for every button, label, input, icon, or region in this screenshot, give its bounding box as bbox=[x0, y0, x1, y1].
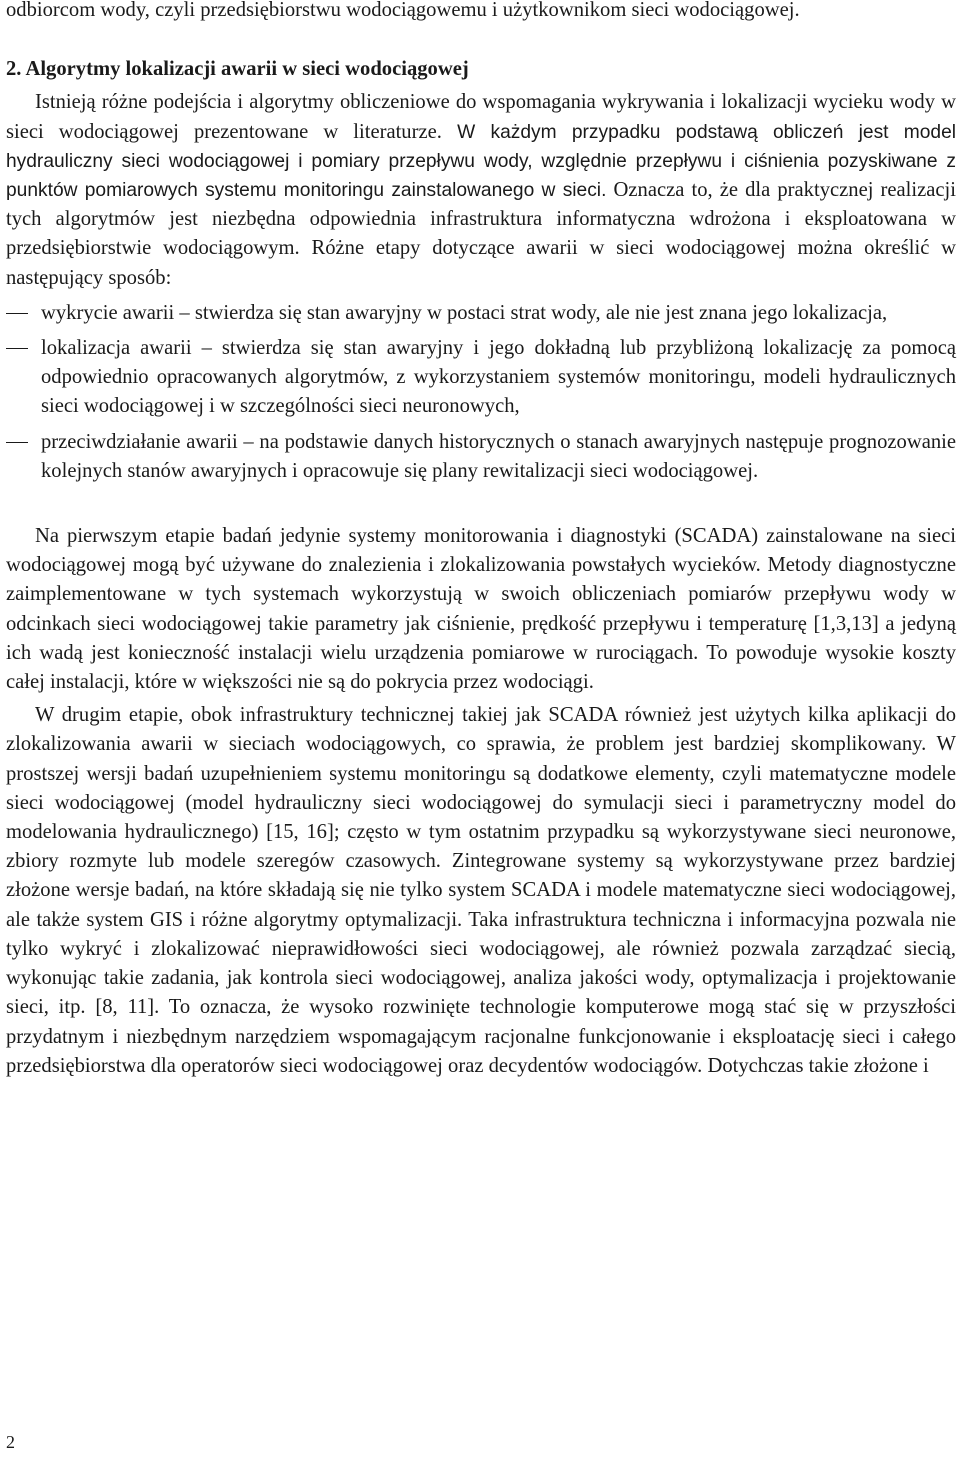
dash-bullet-icon bbox=[6, 442, 28, 443]
paragraph-first-stage: Na pierwszym etapie badań jedynie systemy monitorowania i diagnostyki (SCADA) zainstalowane na sieci wodociągowej mogą być używane do znalezienia i zlokalizowania powstałych wycieków. Metody diagnostyczne zaimplementowane w tych systemach wykorzystują w swoich obliczeniach pomiarów przepływu wody w odcinkach sieci wodociągowej takie parametry jak ciśnienie, prędkość przepływu i temperaturę [1,3,13] a jedyną ich wadą jest konieczność instalacji wielu urządzenia pomiarowe w rurociągach. To powoduje wysokie koszty całej instalacji, które w większości nie są do pokrycia przez wodociągi. bbox=[6, 525, 956, 694]
paragraph-second-stage: W drugim etapie, obok infrastruktury technicznej takiej jak SCADA również jest użytych kilka aplikacji do zlokalizowania awarii w sieciach wodociągowych, co sprawia, że problem jest bardziej skomplikowany. W prostszej wersji badań uzupełnieniem systemu monitoringu są dodatkowe elementy, czyli matematyczne modele sieci wodociągowej (model hydrauliczny sieci wodociągowej do symulacji sieci i parametryczny model do modelowania hydraulicznego) [15, 16]; często w tym ostatnim przypadku są wykorzystywane sieci neuronowe, zbiory rozmyte lub modele szeregów czasowych. Zintegrowane systemy są wykorzystywane przez bardziej złożone wersje badań, na które składają się nie tylko system SCADA i modele matematyczne sieci wodociągowej, ale także system GIS i różne algorytmy optymalizacji. Taka infrastruktura techniczna i informacyjna pozwala nie tylko wykryć i zlokalizować nieprawidłowości sieci wodociągowej, ale również pozwala zarządzać siecią, wykonując takie zadania, jak kontrola sieci wodociągowej, analiza jakości wody, optymalizacja i projektowanie sieci, itp. [8, 11]. To oznacza, że wysoko rozwinięte technologie komputerowe mogą stać się w przyszłości przydatnym i niezbędnym narzędziem wspomagającym racjonalne funkcjonowanie i eksploatację sieci i całego przedsiębiorstwa dla operatorów sieci wodociągowej oraz decydentów wodociągów. Dotychczas takie złożone i bbox=[6, 704, 956, 1077]
intro-part-1: Istnieją różne podejścia i algorytmy obliczeniowe do wspomagania wykrywania i lokalizacji wycieku wody w sieci wodociągowej prezentowane w literaturze. bbox=[6, 91, 956, 143]
list-item bbox=[6, 334, 956, 422]
dash-bullet-icon bbox=[6, 313, 28, 314]
document-page bbox=[6, 0, 956, 1081]
intro-part-2: W każdym przypadku podstawą obliczeń jest model hydrauliczny sieci wodociągowej i pomiary przepływu wody, względnie przepływu i ciśnienia pozyskiwane z punktów pomiarowych systemu monitoringu zainstalowanego w sieci. bbox=[6, 121, 957, 202]
page-number: 2 bbox=[6, 1432, 15, 1452]
list-item-text: lokalizacja awarii – stwierdza się stan awaryjny i jego dokładną lub przybliżoną lokalizację za pomocą odpowiednio opracowanych algorytmów, z wykorzystaniem systemów monitoringu, modeli hydraulicznych sieci wodociągowej i w szczególności sieci neuronowych, bbox=[41, 337, 956, 418]
list-item-text: wykrycie awarii – stwierdza się stan awaryjny w postaci strat wody, ale nie jest znana jego lokalizacja, bbox=[41, 301, 888, 324]
list-item bbox=[6, 299, 956, 328]
intro-paragraph bbox=[6, 88, 956, 292]
list-item-text: przeciwdziałanie awarii – na podstawie danych historycznych o stanach awaryjnych następuje prognozowanie kolejnych stanów awaryjnych i opracowuje się plany rewitalizacji sieci wodociągowej. bbox=[41, 430, 956, 482]
dash-bullet-icon bbox=[6, 348, 28, 349]
top-paragraph: odbiorcom wody, czyli przedsiębiorstwu wodociągowemu i użytkownikom sieci wodociągowej. bbox=[6, 0, 800, 21]
awaria-stages-list bbox=[6, 299, 956, 486]
list-item bbox=[6, 428, 956, 486]
intro-part-4: Różne etapy dotyczące awarii w sieci wodociągowej można określić w następujący sposób: bbox=[6, 237, 956, 289]
section-heading: 2. Algorytmy lokalizacji awarii w sieci wodociągowej bbox=[6, 58, 469, 81]
intro-part-3: Oznacza to, że dla praktycznej realizacji tych algorytmów jest niezbędna odpowiednia infrastruktura informatyczna wdrożona i eksploatowana w przedsiębiorstwie wodociągowym. bbox=[6, 179, 956, 260]
